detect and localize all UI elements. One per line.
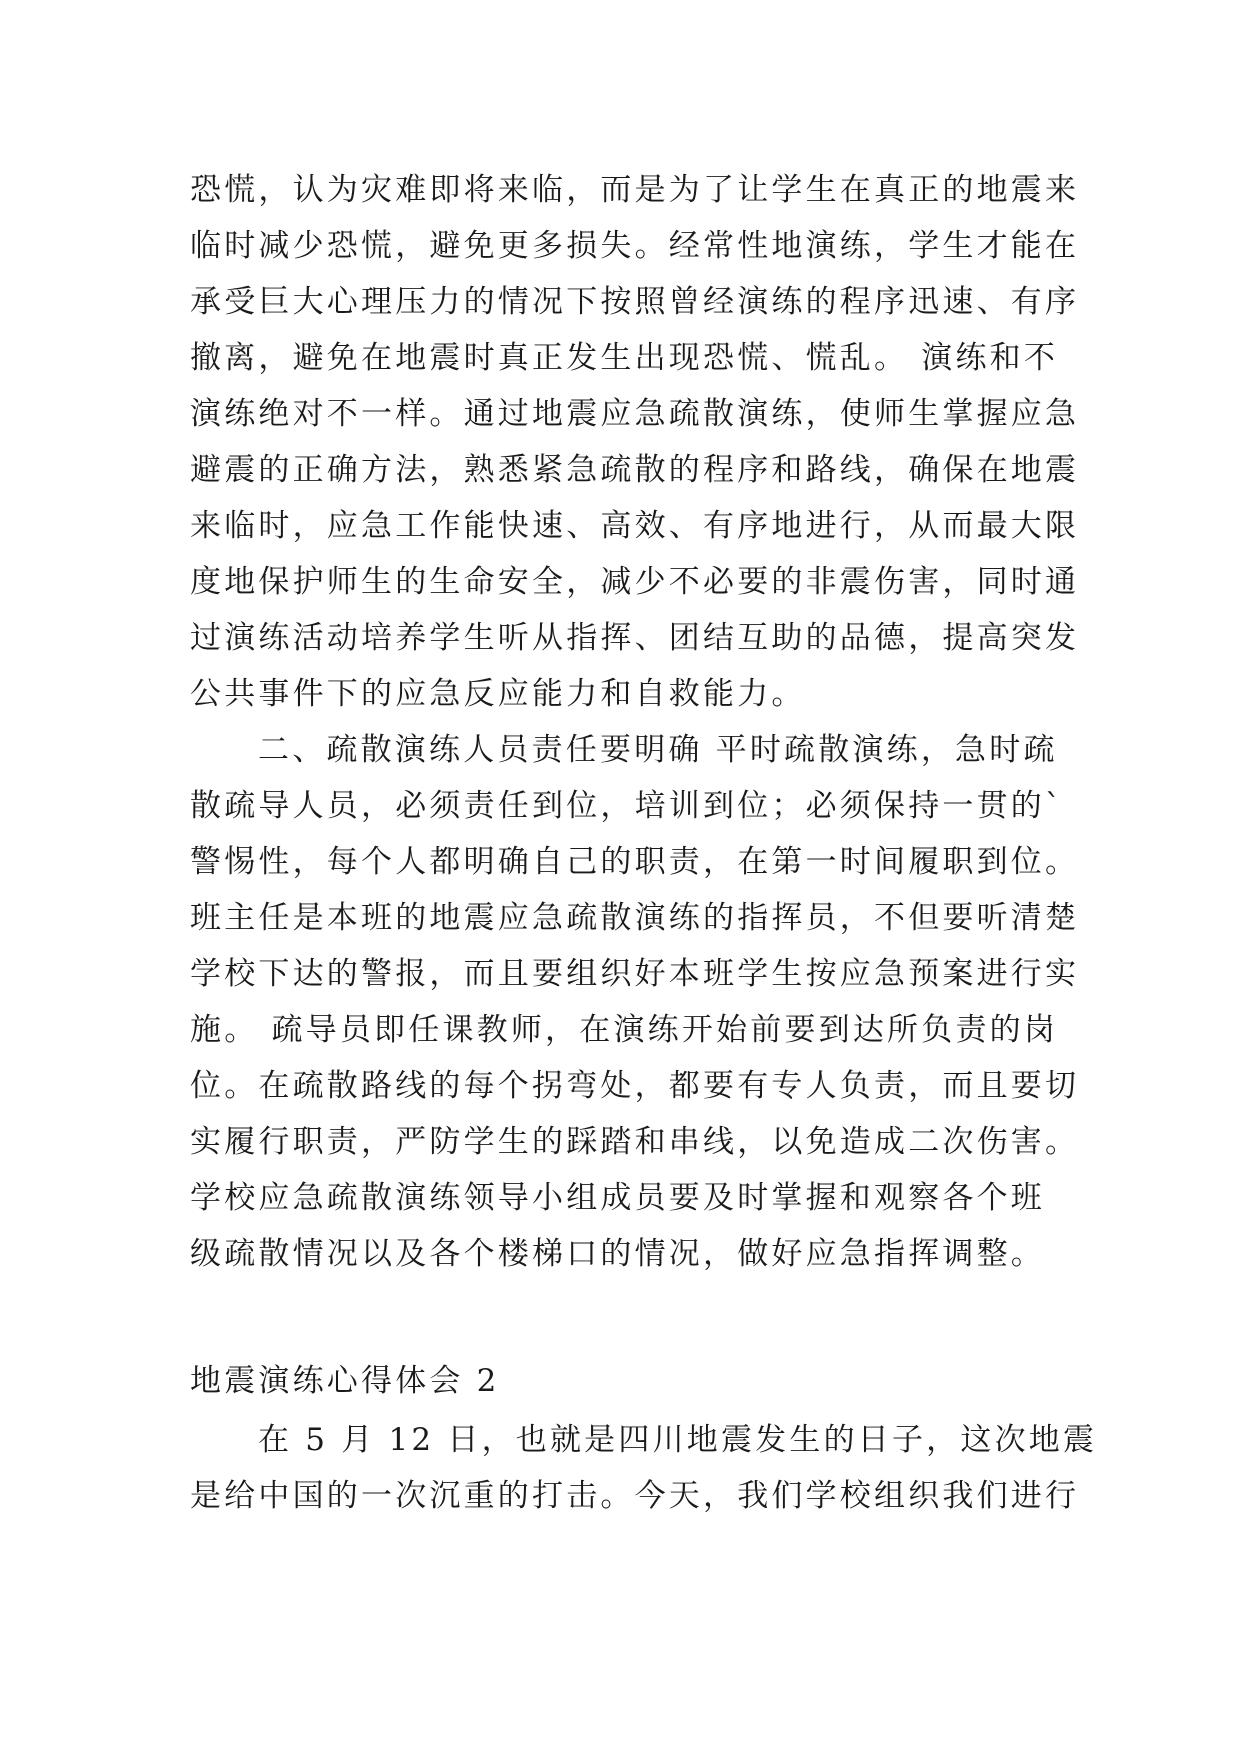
article-section-2 [190, 1350, 1098, 1524]
paragraph-line: 承受巨大心理压力的情况下按照曾经演练的程序迅速、有序 [190, 284, 1080, 320]
paragraph-line: 演练绝对不一样。通过地震应急疏散演练，使师生掌握应急 [190, 396, 1080, 432]
section-title: 地震演练心得体会 2 [190, 1363, 500, 1399]
paragraph-line: 警惕性，每个人都明确自己的职责，在第一时间履职到位。 [190, 844, 1080, 880]
paragraph-line: 避震的正确方法，熟悉紧急疏散的程序和路线，确保在地震 [190, 452, 1080, 488]
section-subheading-line: 二、疏散演练人员责任要明确 平时疏散演练，急时疏 [258, 732, 1058, 768]
paragraph-line: 是给中国的一次沉重的打击。今天，我们学校组织我们进行 [190, 1478, 1080, 1514]
paragraph-line: 临时减少恐慌，避免更多损失。经常性地演练，学生才能在 [190, 228, 1080, 264]
paragraph-line: 在 5 月 12 日，也就是四川地震发生的日子，这次地震 [258, 1422, 1098, 1458]
paragraph-line: 公共事件下的应急反应能力和自救能力。 [190, 676, 806, 712]
paragraph-line: 过演练活动培养学生听从指挥、团结互助的品德，提高突发 [190, 620, 1080, 656]
paragraph-line: 位。在疏散路线的每个拐弯处，都要有专人负责，而且要切 [190, 1068, 1080, 1104]
paragraph-line: 恐慌，认为灾难即将来临，而是为了让学生在真正的地震来 [190, 172, 1080, 208]
paragraph-line: 来临时，应急工作能快速、高效、有序地进行，从而最大限 [190, 508, 1080, 544]
paragraph-line: 度地保护师生的生命安全，减少不必要的非震伤害，同时通 [190, 564, 1080, 600]
paragraph-line: 学校下达的警报，而且要组织好本班学生按应急预案进行实 [190, 956, 1080, 992]
paragraph-line: 施。 疏导员即任课教师，在演练开始前要到达所负责的岗 [190, 1012, 1059, 1048]
paragraph-line: 级疏散情况以及各个楼梯口的情况，做好应急指挥调整。 [190, 1236, 1045, 1272]
paragraph-line: 散疏导人员，必须责任到位，培训到位；必须保持一贯的` [190, 788, 1064, 824]
article-body [190, 162, 1080, 1282]
paragraph-line: 实履行职责，严防学生的踩踏和串线，以免造成二次伤害。 [190, 1124, 1080, 1160]
paragraph-line: 班主任是本班的地震应急疏散演练的指挥员，不但要听清楚 [190, 900, 1080, 936]
paragraph-line: 撤离，避免在地震时真正发生出现恐慌、慌乱。 演练和不 [190, 340, 1059, 376]
paragraph-line: 学校应急疏散演练领导小组成员要及时掌握和观察各个班 [190, 1180, 1045, 1216]
